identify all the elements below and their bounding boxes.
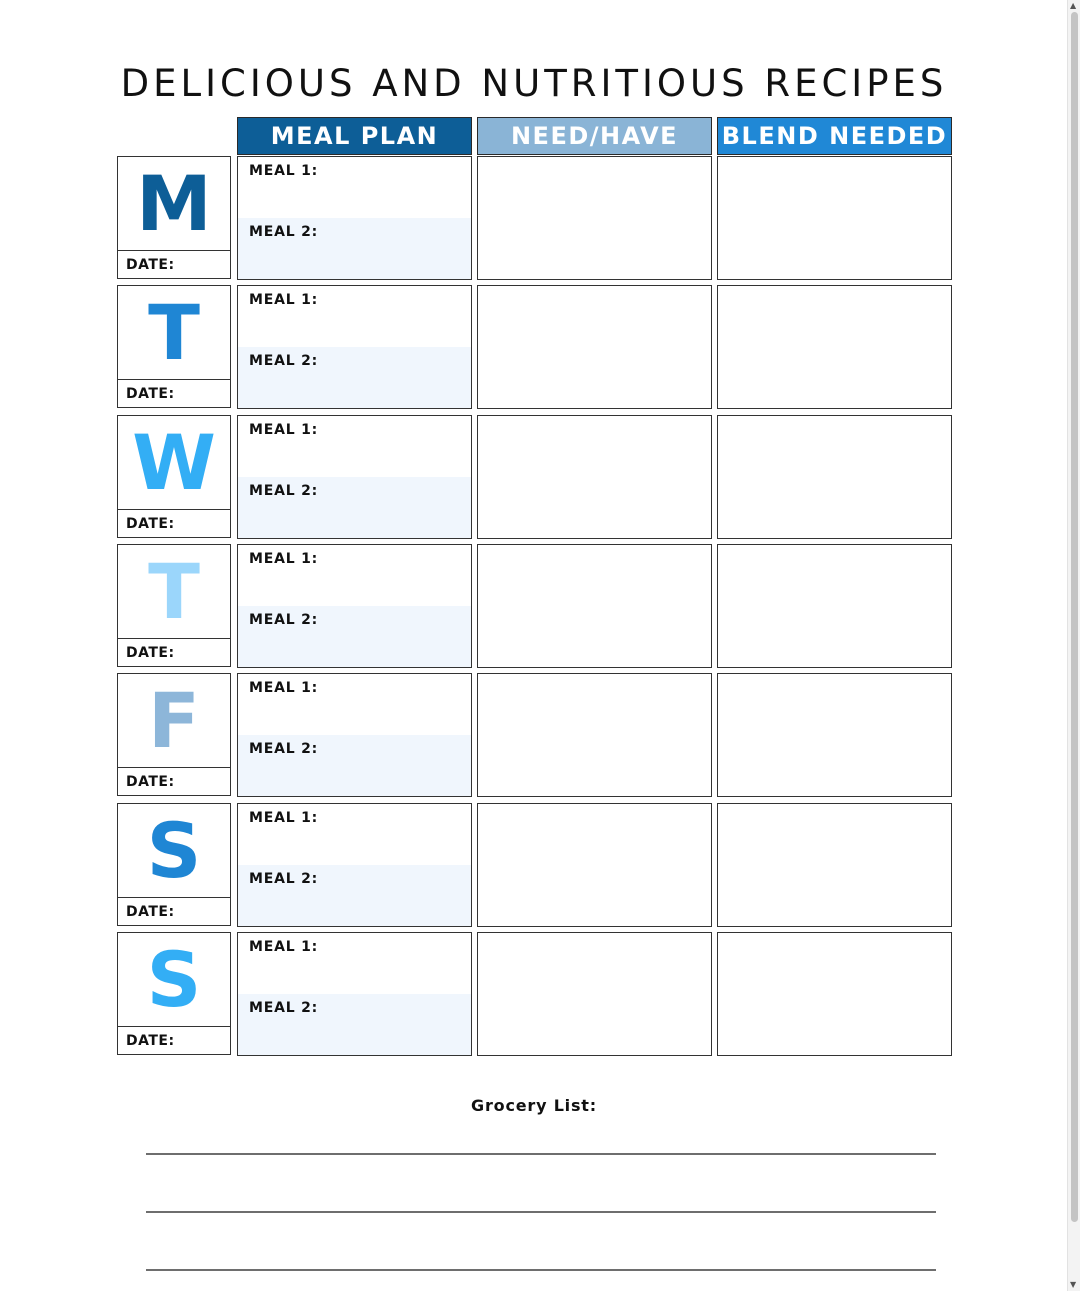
meal-plan-cell[interactable] <box>237 415 472 539</box>
meal-plan-cell[interactable] <box>237 156 472 280</box>
date-field[interactable]: DATE: <box>117 767 231 796</box>
day-letter: T <box>117 285 231 380</box>
meal-plan-header: MEAL PLAN <box>237 117 472 155</box>
meal-plan-cell[interactable] <box>237 673 472 797</box>
scrollbar[interactable] <box>1067 0 1080 1291</box>
date-field[interactable]: DATE: <box>117 638 231 667</box>
scroll-up-icon[interactable]: ▲ <box>1070 1 1077 10</box>
meal-2-label: MEAL 2: <box>249 224 319 240</box>
need-have-cell[interactable] <box>477 415 712 539</box>
need-have-cell[interactable] <box>477 285 712 409</box>
need-have-header: NEED/HAVE <box>477 117 712 155</box>
date-field[interactable]: DATE: <box>117 897 231 926</box>
grocery-line[interactable] <box>146 1269 936 1271</box>
meal-plan-cell[interactable] <box>237 932 472 1056</box>
meal-1-label: MEAL 1: <box>249 810 319 826</box>
grocery-list-title: Grocery List: <box>471 1096 597 1115</box>
meal-plan-cell[interactable] <box>237 285 472 409</box>
grocery-line[interactable] <box>146 1211 936 1213</box>
day-letter: W <box>117 415 231 510</box>
scroll-down-icon[interactable]: ▼ <box>1070 1280 1077 1289</box>
meal-2-label: MEAL 2: <box>249 741 319 757</box>
day-letter: M <box>117 156 231 251</box>
meal-plan-cell[interactable] <box>237 803 472 927</box>
meal-2-label: MEAL 2: <box>249 1000 319 1016</box>
meal-1-label: MEAL 1: <box>249 939 319 955</box>
grocery-line[interactable] <box>146 1153 936 1155</box>
meal-1-label: MEAL 1: <box>249 551 319 567</box>
meal-2-label: MEAL 2: <box>249 353 319 369</box>
blend-needed-cell[interactable] <box>717 415 952 539</box>
need-have-cell[interactable] <box>477 673 712 797</box>
date-field[interactable]: DATE: <box>117 509 231 538</box>
blend-needed-cell[interactable] <box>717 803 952 927</box>
blend-needed-cell[interactable] <box>717 673 952 797</box>
blend-needed-cell[interactable] <box>717 156 952 280</box>
meal-1-label: MEAL 1: <box>249 680 319 696</box>
day-letter: S <box>117 803 231 898</box>
meal-1-label: MEAL 1: <box>249 163 319 179</box>
need-have-cell[interactable] <box>477 932 712 1056</box>
date-field[interactable]: DATE: <box>117 250 231 279</box>
need-have-cell[interactable] <box>477 544 712 668</box>
blend-needed-cell[interactable] <box>717 932 952 1056</box>
page-title: DELICIOUS AND NUTRITIOUS RECIPES <box>120 62 948 105</box>
need-have-cell[interactable] <box>477 803 712 927</box>
scroll-thumb[interactable] <box>1071 12 1078 1222</box>
meal-1-label: MEAL 1: <box>249 292 319 308</box>
meal-2-label: MEAL 2: <box>249 871 319 887</box>
day-letter: F <box>117 673 231 768</box>
need-have-cell[interactable] <box>477 156 712 280</box>
blend-needed-cell[interactable] <box>717 285 952 409</box>
date-field[interactable]: DATE: <box>117 379 231 408</box>
day-letter: T <box>117 544 231 639</box>
meal-2-label: MEAL 2: <box>249 483 319 499</box>
day-letter: S <box>117 932 231 1027</box>
meal-1-label: MEAL 1: <box>249 422 319 438</box>
meal-plan-cell[interactable] <box>237 544 472 668</box>
blend-needed-cell[interactable] <box>717 544 952 668</box>
blend-needed-header: BLEND NEEDED <box>717 117 952 155</box>
date-field[interactable]: DATE: <box>117 1026 231 1055</box>
meal-2-label: MEAL 2: <box>249 612 319 628</box>
